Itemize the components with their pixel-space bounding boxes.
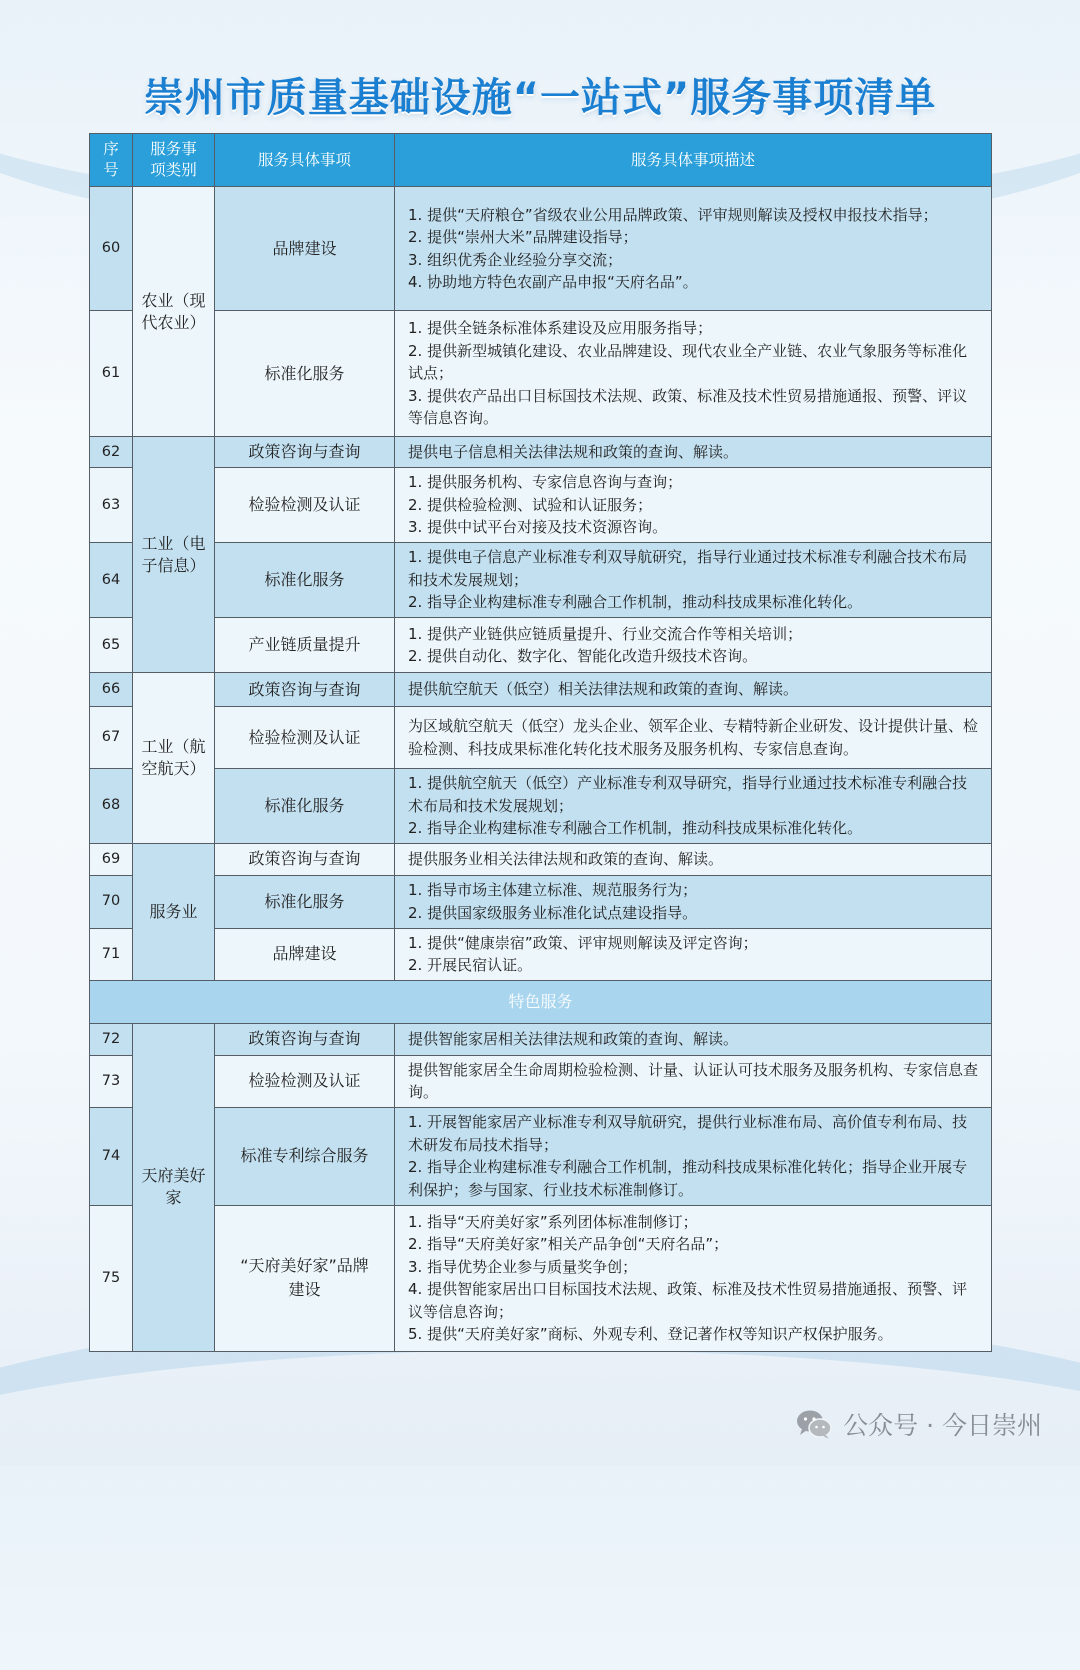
category-cell: 天府美好家: [133, 1023, 215, 1351]
table-row: [90, 769, 992, 844]
description-line: 1. 提供“健康崇宿”政策、评审规则解读及评定咨询；: [408, 933, 758, 952]
background-swoosh-bottom: [0, 1310, 1080, 1670]
service-item: 政策咨询与查询: [215, 1023, 395, 1055]
row-number: 68: [90, 769, 133, 844]
service-item: 检验检测及认证: [215, 707, 395, 769]
page-title: 崇州市质量基础设施“一站式”服务事项清单: [143, 75, 937, 121]
description-line: 2. 提供国家级服务业标准化试点建设指导。: [408, 903, 698, 922]
service-item: 标准化服务: [215, 543, 395, 618]
service-item: 标准化服务: [215, 769, 395, 844]
category-cell: 工业（电子信息）: [133, 437, 215, 673]
row-number: 70: [90, 875, 133, 928]
description-line: 3. 指导优势企业参与质量奖争创；: [408, 1257, 638, 1276]
description-line: 2. 开展民宿认证。: [408, 956, 533, 974]
service-item: 产业链质量提升: [215, 618, 395, 673]
service-description: [395, 769, 992, 844]
row-number: 61: [90, 311, 133, 437]
category-cell: 农业（现代农业）: [133, 187, 215, 437]
description-line: 2. 提供“崇州大米”品牌建设指导；: [408, 228, 638, 246]
description-line: 5. 提供“天府美好家”商标、外观专利、登记著作权等知识产权保护服务。: [408, 1325, 893, 1343]
description-line: 4. 协助地方特色农副产品申报“天府名品”。: [408, 273, 698, 291]
row-number: 62: [90, 437, 133, 468]
table-header-row: [90, 134, 992, 187]
header-no: 序号: [90, 134, 133, 187]
row-number: 63: [90, 468, 133, 543]
description-line: 1. 提供产业链供应链质量提升、行业交流合作等相关培训；: [408, 624, 803, 643]
table-row: [90, 543, 992, 618]
row-number: 66: [90, 673, 133, 707]
service-description: [395, 875, 992, 928]
footer-watermark: [795, 1406, 1042, 1442]
service-item: 政策咨询与查询: [215, 673, 395, 707]
service-description: [395, 618, 992, 673]
special-services-row: [90, 980, 992, 1023]
row-number: 71: [90, 928, 133, 980]
description-line: 1. 提供“天府粮仓”省级农业公用品牌政策、评审规则解读及授权申报技术指导；: [408, 205, 938, 224]
row-number: 72: [90, 1023, 133, 1055]
service-item: 标准化服务: [215, 311, 395, 437]
description-line: 提供智能家居相关法律法规和政策的查询、解读。: [408, 1029, 739, 1048]
description-line: 1. 提供航空航天（低空）产业标准专利双导研究，指导行业通过技术标准专利融合技术布局和技术发展规划；: [408, 774, 968, 815]
table-row: [90, 843, 992, 875]
service-item: 政策咨询与查询: [215, 437, 395, 468]
service-description: [395, 468, 992, 543]
row-number: 73: [90, 1055, 133, 1107]
service-description: [395, 1107, 992, 1205]
description-line: 2. 指导“天府美好家”相关产品争创“天府名品”；: [408, 1235, 729, 1253]
header-desc: 服务具体事项描述: [395, 134, 992, 187]
service-description: [395, 928, 992, 980]
description-line: 提供服务业相关法律法规和政策的查询、解读。: [408, 849, 724, 868]
service-description: [395, 1055, 992, 1107]
table-row: [90, 875, 992, 928]
table-row: [90, 437, 992, 468]
footer-text: 公众号 · 今日崇州: [843, 1411, 1042, 1440]
special-services-label: 特色服务: [90, 980, 992, 1023]
service-description: [395, 543, 992, 618]
service-description: [395, 707, 992, 769]
row-number: 65: [90, 618, 133, 673]
table-row: [90, 1023, 992, 1055]
table-row: [90, 1055, 992, 1107]
service-description: [395, 437, 992, 468]
table-row: [90, 311, 992, 437]
service-table: [89, 133, 992, 1352]
description-line: 3. 提供农产品出口目标国技术法规、政策、标准及技术性贸易措施通报、预警、评议等信息咨询。: [408, 386, 968, 428]
service-description: [395, 673, 992, 707]
service-item: 标准专利综合服务: [215, 1107, 395, 1205]
service-description: [395, 1205, 992, 1351]
row-number: 69: [90, 843, 133, 875]
description-line: 提供航空航天（低空）相关法律法规和政策的查询、解读。: [408, 680, 799, 699]
table-row: [90, 928, 992, 980]
description-line: 3. 组织优秀企业经验分享交流；: [408, 250, 623, 269]
description-line: 1. 提供服务机构、专家信息咨询与查询；: [408, 473, 683, 492]
service-item: 检验检测及认证: [215, 468, 395, 543]
table-body: [90, 187, 992, 1352]
service-item: 品牌建设: [215, 928, 395, 980]
service-item: 品牌建设: [215, 187, 395, 311]
description-line: 1. 指导市场主体建立标准、规范服务行为；: [408, 881, 698, 899]
description-line: 2. 指导企业构建标准专利融合工作机制，推动科技成果标准化转化。: [408, 819, 863, 837]
table-row: [90, 707, 992, 769]
wechat-icon: [795, 1408, 833, 1440]
header-category: 服务事项类别: [133, 134, 215, 187]
description-line: 为区域航空航天（低空）龙头企业、领军企业、专精特新企业研发、设计提供计量、检验检测、科技成果标准化转化技术服务及服务机构、专家信息查询。: [408, 717, 979, 758]
service-item: 政策咨询与查询: [215, 843, 395, 875]
category-cell: 服务业: [133, 843, 215, 980]
description-line: 提供智能家居全生命周期检验检测、计量、认证认可技术服务及服务机构、专家信息查询。: [408, 1060, 979, 1101]
table-row: [90, 1205, 992, 1351]
description-line: 2. 指导企业构建标准专利融合工作机制，推动科技成果标准化转化。: [408, 593, 863, 612]
description-line: 2. 提供检验检测、试验和认证服务；: [408, 495, 653, 514]
service-item: 标准化服务: [215, 875, 395, 928]
table-row: [90, 618, 992, 673]
service-description: [395, 311, 992, 437]
service-item: “天府美好家”品牌建设: [215, 1205, 395, 1351]
row-number: 67: [90, 707, 133, 769]
description-line: 2. 提供自动化、数字化、智能化改造升级技术咨询。: [408, 647, 758, 665]
table-row: [90, 673, 992, 707]
description-line: 1. 开展智能家居产业标准专利双导航研究，提供行业标准布局、高价值专利布局、技术研发布局技术指导；: [408, 1113, 968, 1154]
row-number: 74: [90, 1107, 133, 1205]
description-line: 2. 指导企业构建标准专利融合工作机制，推动科技成果标准化转化；指导企业开展专利保护；参与国家、行业技术标准制修订。: [408, 1158, 968, 1199]
description-line: 3. 提供中试平台对接及技术资源咨询。: [408, 518, 668, 537]
table-row: [90, 1107, 992, 1205]
row-number: 64: [90, 543, 133, 618]
description-line: 提供电子信息相关法律法规和政策的查询、解读。: [408, 442, 739, 461]
row-number: 60: [90, 187, 133, 311]
service-description: [395, 1023, 992, 1055]
description-line: 1. 指导“天府美好家”系列团体标准制修订；: [408, 1212, 698, 1231]
service-description: [395, 187, 992, 311]
category-cell: 工业（航空航天）: [133, 673, 215, 844]
header-item: 服务具体事项: [215, 134, 395, 187]
service-item: 检验检测及认证: [215, 1055, 395, 1107]
service-description: [395, 843, 992, 875]
description-line: 1. 提供电子信息产业标准专利双导航研究，指导行业通过技术标准专利融合技术布局和技术发展规划；: [408, 548, 968, 589]
description-line: 4. 提供智能家居出口目标国技术法规、政策、标准及技术性贸易措施通报、预警、评议等信息咨询；: [408, 1280, 968, 1321]
table-row: [90, 468, 992, 543]
description-line: 1. 提供全链条标准体系建设及应用服务指导；: [408, 319, 713, 338]
description-line: 2. 提供新型城镇化建设、农业品牌建设、现代农业全产业链、农业气象服务等标准化试点；: [408, 341, 968, 383]
table-row: [90, 187, 992, 311]
row-number: 75: [90, 1205, 133, 1351]
